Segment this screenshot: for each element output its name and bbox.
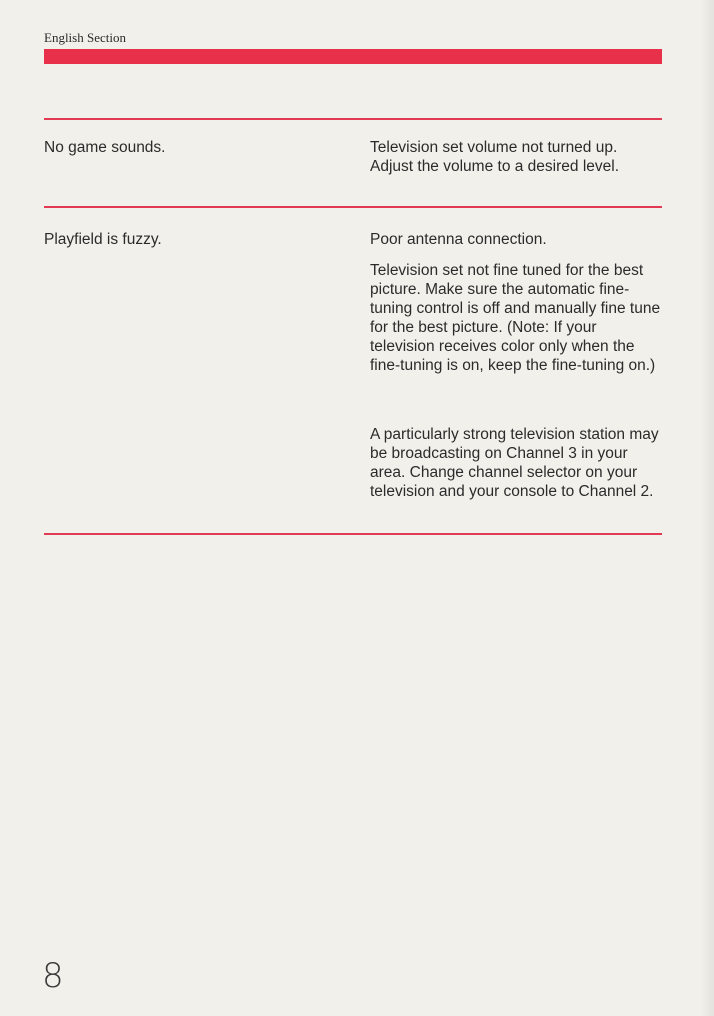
solution-channel: A particularly strong television station may be broadcasting on Channel 3 in your area. Change channel selector on your television and your console to Channel 2.: [370, 426, 659, 500]
header-accent-bar: [44, 49, 662, 64]
section-label: English Section: [44, 30, 126, 45]
table-divider-middle: [44, 206, 662, 208]
solution-fine-tuning: Television set not fine tuned for the best picture. Make sure the automatic fine-tuning control is off and manually fine tune for the best picture. (Note: If your television receives color only when the fine-tuning is on, keep the fine-tuning on.): [370, 262, 661, 374]
table-divider-bottom: [44, 533, 662, 535]
problem-no-game-sounds: No game sounds.: [44, 139, 166, 156]
solution-volume: Television set volume not turned up. Adjust the volume to a desired level.: [370, 139, 619, 175]
page-number: 8: [42, 956, 64, 996]
table-divider-top: [44, 118, 662, 120]
problem-playfield-fuzzy: Playfield is fuzzy.: [44, 231, 162, 248]
page-edge-shadow: [700, 0, 714, 1016]
solution-antenna: Poor antenna connection.: [370, 231, 547, 248]
